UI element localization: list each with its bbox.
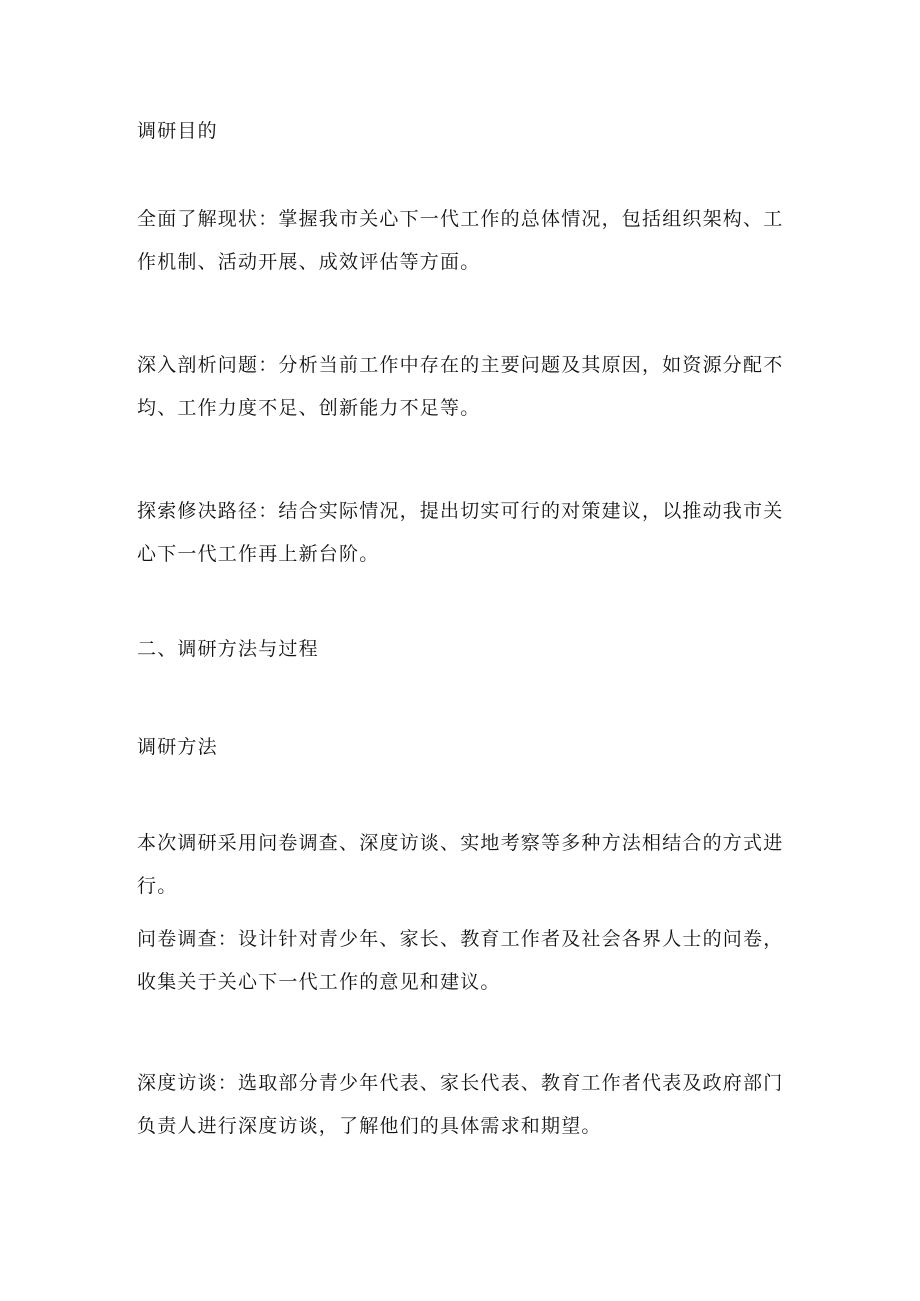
heading-research-methods: 调研方法 [137, 736, 218, 758]
paragraph-analyze-problems: 深入剖析问题：分析当前工作中存在的主要问题及其原因，如资源分配不均、工作力度不足、创新能力不足等。 [137, 354, 784, 419]
heading-section-two: 二、调研方法与过程 [137, 638, 319, 660]
paragraph-methods-overview: 本次调研采用问卷调查、深度访谈、实地考察等多种方法相结合的方式进行。 [137, 832, 784, 897]
heading-research-purpose: 调研目的 [137, 120, 218, 142]
paragraph-questionnaire: 问卷调查：设计针对青少年、家长、教育工作者及社会各界人士的问卷，收集关于关心下一代工作的意见和建议。 [137, 928, 784, 993]
paragraph-in-depth-interview: 深度访谈：选取部分青少年代表、家长代表、教育工作者代表及政府部门负责人进行深度访谈，了解他们的具体需求和期望。 [137, 1072, 784, 1137]
paragraph-explore-paths: 探索修决路径：结合实际情况，提出切实可行的对策建议，以推动我市关心下一代工作再上新台阶。 [137, 500, 784, 565]
paragraph-understand-status: 全面了解现状：掌握我市关心下一代工作的总体情况，包括组织架构、工作机制、活动开展、成效评估等方面。 [137, 208, 784, 273]
